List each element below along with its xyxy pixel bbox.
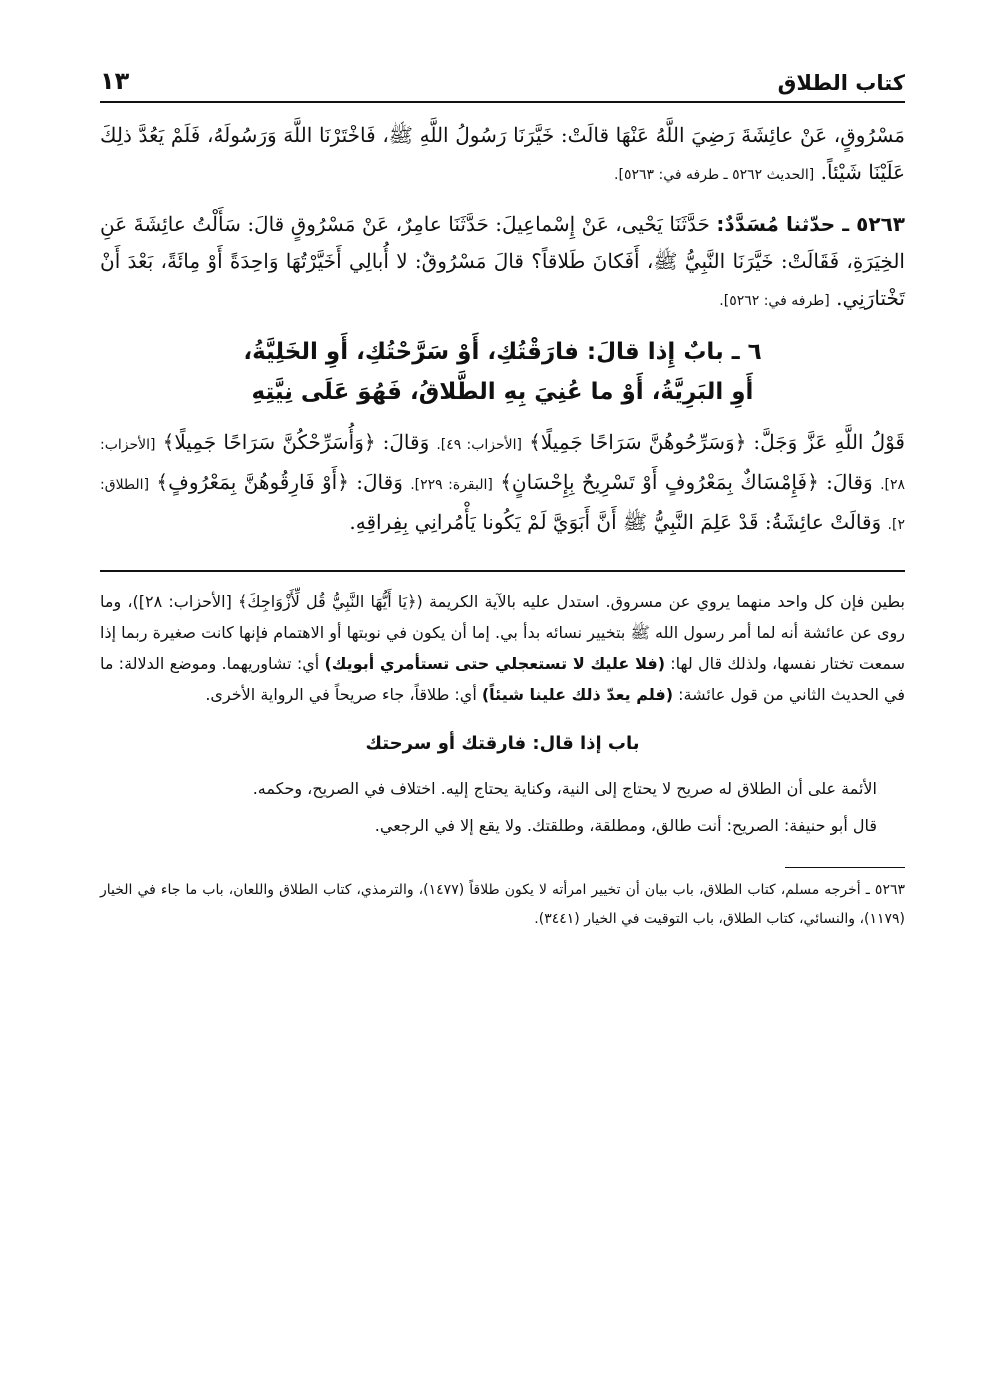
running-head [100,55,905,95]
verse-quote: وَقالَ: ﴿وَأُسَرِّحْكُنَّ سَرَاحًا جَمِيلًا﴾ [162,430,430,454]
commentary-section-title: باب إذا قال: فارقتك أو سرحتك [365,733,640,754]
verse-quote: وَقالَ: ﴿فَإِمْسَاكٌ بِمَعْرُوفٍ أَوْ تَسْرِيحٌ بِإِحْسَانٍ﴾ [500,470,873,494]
footnote: ٥٢٦٣ ـ أخرجه مسلم، كتاب الطلاق، باب بيان أن تخيير امرأته لا يكون طلاقاً (١٤٧٧)، والترمذي، كتاب الطلاق واللعان، باب ما جاء في الخيار (١١٧٩)، والنسائي، كتاب الطلاق، باب التوقيت في الخيار (٣٤٤١). [100,882,905,927]
verse-reference: [الطلاق: ٢]. [100,477,905,533]
verse-reference: [الأحزاب: ٢٨]. [100,437,906,493]
commentary-text: أي: تشاوريهما. وموضع الدلالة: ما في الحديث الثاني من قول عائشة: [100,654,905,704]
chapter-intro [100,424,905,544]
hadith-reference: [الحديث ٥٢٦٢ ـ طرفه في: ٥٢٦٣]. [614,167,815,183]
verse-reference: [البقرة: ٢٢٩]. [410,477,493,493]
footnote-rule [785,867,905,868]
verse-quote: قَوْلُ اللَّهِ عَزَّ وَجَلَّ: ﴿وَسَرِّحُوهُنَّ سَرَاحًا جَمِيلًا﴾ [529,430,905,454]
main-text [100,117,905,544]
book-title: كتاب الطلاق [777,71,905,95]
commentary-paragraph: قال أبو حنيفة: الصريح: أنت طالق، ومطلقة، وطلقتك. ولا يقع إلا في الرجعي. [374,816,877,835]
commentary-paragraph: الأئمة على أن الطلاق له صريح لا يحتاج إلى النية، وكناية يحتاج إليه. اختلاف في الصريح، وحكمه. [252,779,877,798]
commentary [100,586,905,841]
header-rule [100,101,905,103]
hadith-text: حَدَّثَنَا يَحْيى، عَنْ إِسْماعِيلَ: حَدَّثَنَا عامِرٌ، عَنْ مَسْرُوقٍ قالَ: سَأَلْتُ عائِشَةَ عَنِ الخِيَرَةِ، فَقَالَتْ: خَيَّرَنَا النَّبِيُّ ﷺ، أَفَكانَ طَلاقاً؟ قالَ مَسْرُوقٌ: لا أُبالِي أَخَيَّرْتُهَا وَاحِدَةً أَوْ مِائَةً، بَعْدَ أَنْ تَخْتارَنِي. [100,212,905,310]
chapter-heading-line: أَوِ البَرِيَّةُ، أَوْ ما عُنِيَ بِهِ الطَّلاقُ، فَهُوَ عَلَى نِيَّتِهِ [251,379,754,405]
hadith-text: مَسْرُوقٍ، عَنْ عائِشَةَ رَضِيَ اللَّهُ عَنْهَا قالَتْ: خَيَّرَنَا رَسُولُ اللَّهِ ﷺ، فَاخْتَرْنَا اللَّهَ وَرَسُولَهُ، فَلَمْ يَعُدَّ ذلِكَ عَلَيْنَا شَيْئاً. [100,123,905,184]
hadith-reference: [طرفه في: ٥٢٦٢]. [719,293,830,309]
chapter-heading [100,332,905,412]
hadith-5263 [100,206,905,320]
commentary-text: أي: طلاقاً، جاء صريحاً في الرواية الأخرى. [205,685,477,704]
commentary-quote: (فلا عليك لا تستعجلي حتى تستأمري أبويك) [324,654,666,673]
commentary-quote: (فلم يعدّ ذلك علينا شيئاً) [481,685,674,704]
hadith-5262-continuation [100,117,905,194]
page [100,55,905,934]
verse-reference: [الأحزاب: ٤٩]. [436,437,522,453]
page-number: ١٣ [100,67,130,95]
aisha-statement: وَقالَتْ عائِشَةُ: قَدْ عَلِمَ النَّبِيُّ ﷺ أَنَّ أَبَوَيَّ لَمْ يَكُونا يَأْمُرانِي بِفِراقِهِ. [349,510,882,534]
commentary-text: بطين فإن كل واحد منهما يروي عن مسروق. استدل عليه بالآية الكريمة (﴿يَا أَيُّهَا النَّبِيُّ قُل لِّأَزْوَاجِكَ﴾ [الأحزاب: ٢٨])، وما روى عن عائشة أنه لما أمر رسول الله ﷺ بتخيير نسائه بدأ بي. إما أن يكون في نوبتها أو الاهتمام فإنها كانت صغيرة ربما إذا سمعت تختار نفسها، ولذلك قال لها: [100,592,906,673]
commentary-paragraph [100,586,905,710]
commentary-separator [100,570,905,572]
verse-quote: وَقالَ: ﴿أَوْ فَارِقُوهُنَّ بِمَعْرُوفٍ﴾ [156,470,403,494]
hadith-number: ٥٢٦٣ ـ حدّثنا مُسَدَّدٌ: [716,212,905,236]
chapter-heading-line: ٦ ـ بابٌ إِذا قالَ: فارَقْتُكِ، أَوْ سَرَّحْتُكِ، أَوِ الخَلِيَّةُ، [243,339,762,365]
